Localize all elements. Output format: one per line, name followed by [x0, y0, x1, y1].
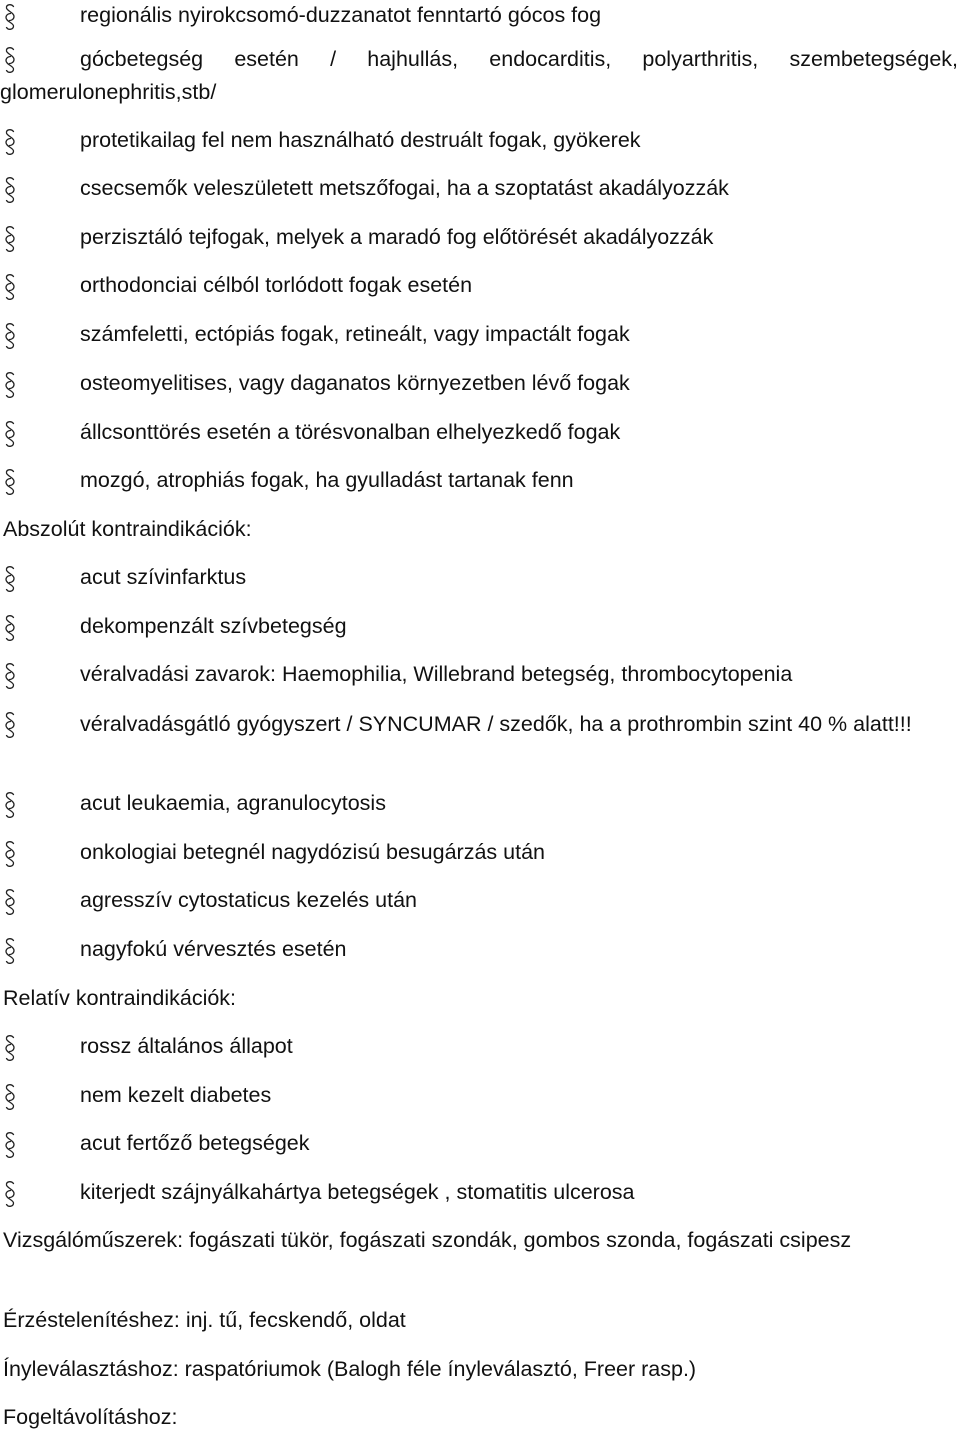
section-sign-icon [4, 128, 16, 156]
section-sign-icon [4, 662, 16, 690]
list-item-text: onkologiai betegnél nagydózisú besugárzás után [80, 840, 545, 864]
section-sign-icon [4, 3, 16, 31]
list-item-text: orthodonciai célból torlódott fogak esetén [80, 273, 473, 297]
absolute-contraindications-heading: Abszolút kontraindikációk: [3, 517, 252, 541]
gum-separation-instruments-paragraph: Ínyleválasztáshoz: raspatóriumok (Balogh féle ínyleválasztó, Freer rasp.) [3, 1357, 697, 1381]
list-item [0, 173, 958, 205]
exam-instruments-paragraph: Vizsgálóműszerek: fogászati tükör, fogászati szondák, gombos szonda, fogászati csipesz [3, 1228, 852, 1252]
list-item-text: agresszív cytostaticus kezelés után [80, 888, 417, 912]
list-item [0, 417, 958, 449]
list-item [0, 1080, 958, 1112]
list-item-text: acut leukaemia, agranulocytosis [80, 791, 386, 815]
list-item-text: acut fertőző betegségek [80, 1131, 310, 1155]
section-sign-icon [4, 176, 16, 204]
section-sign-icon [4, 937, 16, 965]
list-item-text: csecsemők veleszületett metszőfogai, ha a szoptatást akadályozzák [80, 176, 729, 200]
list-item [0, 270, 958, 302]
section-sign-icon [4, 322, 16, 350]
list-item-text: nagyfokú vérvesztés esetén [80, 937, 347, 961]
relative-contraindications-heading: Relatív kontraindikációk: [3, 986, 237, 1010]
list-item [0, 1128, 958, 1160]
list-item-text: állcsonttörés esetén a törésvonalban elhelyezkedő fogak [80, 420, 621, 444]
section-sign-icon [4, 225, 16, 253]
section-sign-icon [4, 420, 16, 448]
list-item [0, 465, 958, 497]
list-item [0, 43, 958, 113]
section-sign-icon [4, 888, 16, 916]
list-item [0, 659, 958, 691]
list-item-text: mozgó, atrophiás fogak, ha gyulladást tartanak fenn [80, 468, 574, 492]
section-sign-icon [4, 468, 16, 496]
list-item-text: perzisztáló tejfogak, melyek a maradó fog előtörését akadályozzák [80, 225, 714, 249]
anesthesia-instruments-paragraph: Érzéstelenítéshez: inj. tű, fecskendő, oldat [3, 1308, 406, 1332]
list-item-text: véralvadási zavarok: Haemophilia, Willebrand betegség, thrombocytopenia [80, 662, 793, 686]
section-sign-icon [4, 840, 16, 868]
section-sign-icon [4, 1034, 16, 1062]
list-item [0, 788, 958, 820]
list-item-text: számfeletti, ectópiás fogak, retineált, vagy impactált fogak [80, 322, 630, 346]
list-item [0, 885, 958, 917]
list-item-text: véralvadásgátló gyógyszert / SYNCUMAR / szedők, ha a prothrombin szint 40 % alatt!!! [80, 712, 912, 736]
section-sign-icon [4, 1131, 16, 1159]
removal-instruments-heading: Fogeltávolításhoz: [3, 1405, 178, 1429]
list-item [0, 222, 958, 254]
list-item-text: dekompenzált szívbetegség [80, 614, 347, 638]
section-sign-icon [4, 1180, 16, 1208]
list-item-text: protetikailag fel nem használható destruált fogak, gyökerek [80, 128, 641, 152]
list-item [0, 125, 958, 157]
list-item [0, 1031, 958, 1063]
list-item-text: acut szívinfarktus [80, 565, 247, 589]
list-item [0, 708, 958, 774]
list-item [0, 837, 958, 869]
section-sign-icon [4, 1083, 16, 1111]
list-item [0, 562, 958, 594]
section-sign-icon [4, 791, 16, 819]
list-item [0, 319, 958, 351]
section-sign-icon [4, 565, 16, 593]
list-item-text: gócbetegség esetén / hajhullás, endocarditis, polyarthritis, szembetegségek, glomerulonephritis,stb/ [0, 47, 958, 104]
list-item-text: rossz általános állapot [80, 1034, 293, 1058]
list-item-text: nem kezelt diabetes [80, 1083, 272, 1107]
list-item [0, 1177, 958, 1209]
section-sign-icon [4, 273, 16, 301]
list-item-text: kiterjedt szájnyálkahártya betegségek , stomatitis ulcerosa [80, 1180, 635, 1204]
list-item [0, 0, 958, 32]
list-item [0, 368, 958, 400]
list-item-text: regionális nyirokcsomó-duzzanatot fenntartó gócos fog [80, 3, 602, 27]
section-sign-icon [4, 614, 16, 642]
list-item [0, 611, 958, 643]
list-item-text: osteomyelitises, vagy daganatos környezetben lévő fogak [80, 371, 630, 395]
list-item [0, 934, 958, 966]
section-sign-icon [4, 371, 16, 399]
